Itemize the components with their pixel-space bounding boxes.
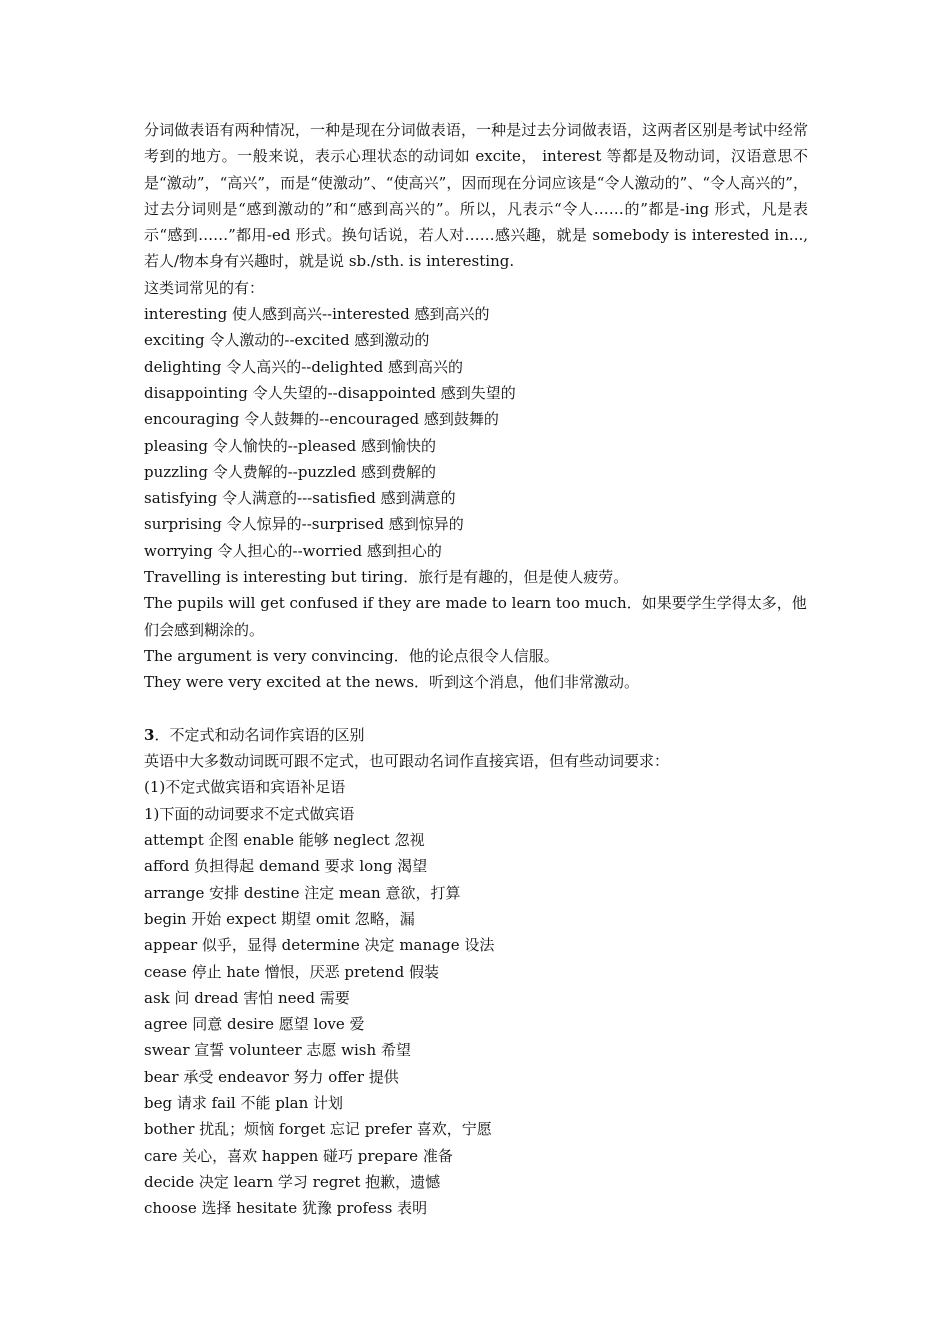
verb-row: arrange 安排 destine 注定 mean 意欲，打算 <box>144 883 461 902</box>
verb-row: bear 承受 endeavor 努力 offer 提供 <box>144 1067 399 1086</box>
word-pair: disappointing 令人失望的--disappointed 感到失望的 <box>144 383 516 402</box>
word-pair: delighting 令人高兴的--delighted 感到高兴的 <box>144 357 463 376</box>
word-pair: interesting 使人感到高兴--interested 感到高兴的 <box>144 305 490 324</box>
verb-row: ask 问 dread 害怕 need 需要 <box>144 988 350 1007</box>
section-number: 3 <box>144 725 155 744</box>
word-pair: exciting 令人激动的--excited 感到激动的 <box>144 331 430 350</box>
verb-row: choose 选择 hesitate 犹豫 profess 表明 <box>144 1199 428 1218</box>
verb-row: swear 宣誓 volunteer 志愿 wish 希望 <box>144 1041 411 1060</box>
blank-line <box>144 696 808 722</box>
word-pair-list <box>144 301 808 564</box>
example-sentence: They were very excited at the news．听到这个消息，他们非常激动。 <box>144 673 640 692</box>
example-sentence: The argument is very convincing．他的论点很令人信服。 <box>144 646 559 665</box>
example-sentence: Travelling is interesting but tiring．旅行是有趣的，但是使人疲劳。 <box>144 568 629 587</box>
verb-row: care 关心，喜欢 happen 碰巧 prepare 准备 <box>144 1146 453 1165</box>
word-pair: worrying 令人担心的--worried 感到担心的 <box>144 541 442 560</box>
verb-row: decide 决定 learn 学习 regret 抱歉，遗憾 <box>144 1172 441 1191</box>
verb-row: agree 同意 desire 愿望 love 爱 <box>144 1015 365 1034</box>
section-title: ．不定式和动名词作宾语的区别 <box>154 725 365 744</box>
word-pair: surprising 令人惊异的--surprised 感到惊异的 <box>144 515 464 534</box>
verb-row: afford 负担得起 demand 要求 long 渴望 <box>144 857 428 876</box>
word-pair: pleasing 令人愉快的--pleased 感到愉快的 <box>144 436 437 455</box>
verb-list <box>144 827 808 1221</box>
example-list <box>144 564 808 695</box>
verb-row: cease 停止 hate 憎恨，厌恶 pretend 假装 <box>144 962 439 981</box>
subsection-heading: (1)不定式做宾语和宾语补足语 <box>144 778 346 797</box>
section-heading <box>144 722 808 748</box>
word-pair: satisfying 令人满意的---satisfied 感到满意的 <box>144 489 456 508</box>
list-intro: 这类词常见的有： <box>144 278 265 297</box>
verb-row: appear 似乎，显得 determine 决定 manage 设法 <box>144 936 495 955</box>
subsubsection-heading: 1)下面的动词要求不定式做宾语 <box>144 804 355 823</box>
verb-row: attempt 企图 enable 能够 neglect 忽视 <box>144 831 425 850</box>
verb-row: beg 请求 fail 不能 plan 计划 <box>144 1093 344 1112</box>
verb-row: bother 扰乱；烦恼 forget 忘记 prefer 喜欢，宁愿 <box>144 1120 492 1139</box>
section-intro: 英语中大多数动词既可跟不定式，也可跟动名词作直接宾语，但有些动词要求： <box>144 752 670 771</box>
word-pair: encouraging 令人鼓舞的--encouraged 感到鼓舞的 <box>144 410 499 429</box>
verb-row: begin 开始 expect 期望 omit 忽略，漏 <box>144 909 415 928</box>
word-pair: puzzling 令人费解的--puzzled 感到费解的 <box>144 462 436 481</box>
intro-paragraph: 分词做表语有两种情况，一种是现在分词做表语，一种是过去分词做表语，这两者区别是考试中经常考到的地方。一般来说，表示心理状态的动词如 excite， interest 等都是及物动词，汉语意思不是“激动”，“高兴”，而是“使激动”、“使高兴”，因而现在分词应该是“令人激动的”、“令人高兴的”，过去分词则是“感到激动的”和“感到高兴的”。所以，凡表示“令人……的”都是-ing 形式，凡是表示“感到……”都用-ed 形式。换句话说，若人对……感兴趣，就是 somebody is interested in...,若人/物本身有兴趣时，就是说 sb./sth. is interesting. <box>144 121 808 271</box>
example-sentence: The pupils will get confused if they are made to learn too much．如果要学生学得太多，他们会感到糊涂的。 <box>144 594 807 639</box>
document-page <box>144 117 808 1221</box>
